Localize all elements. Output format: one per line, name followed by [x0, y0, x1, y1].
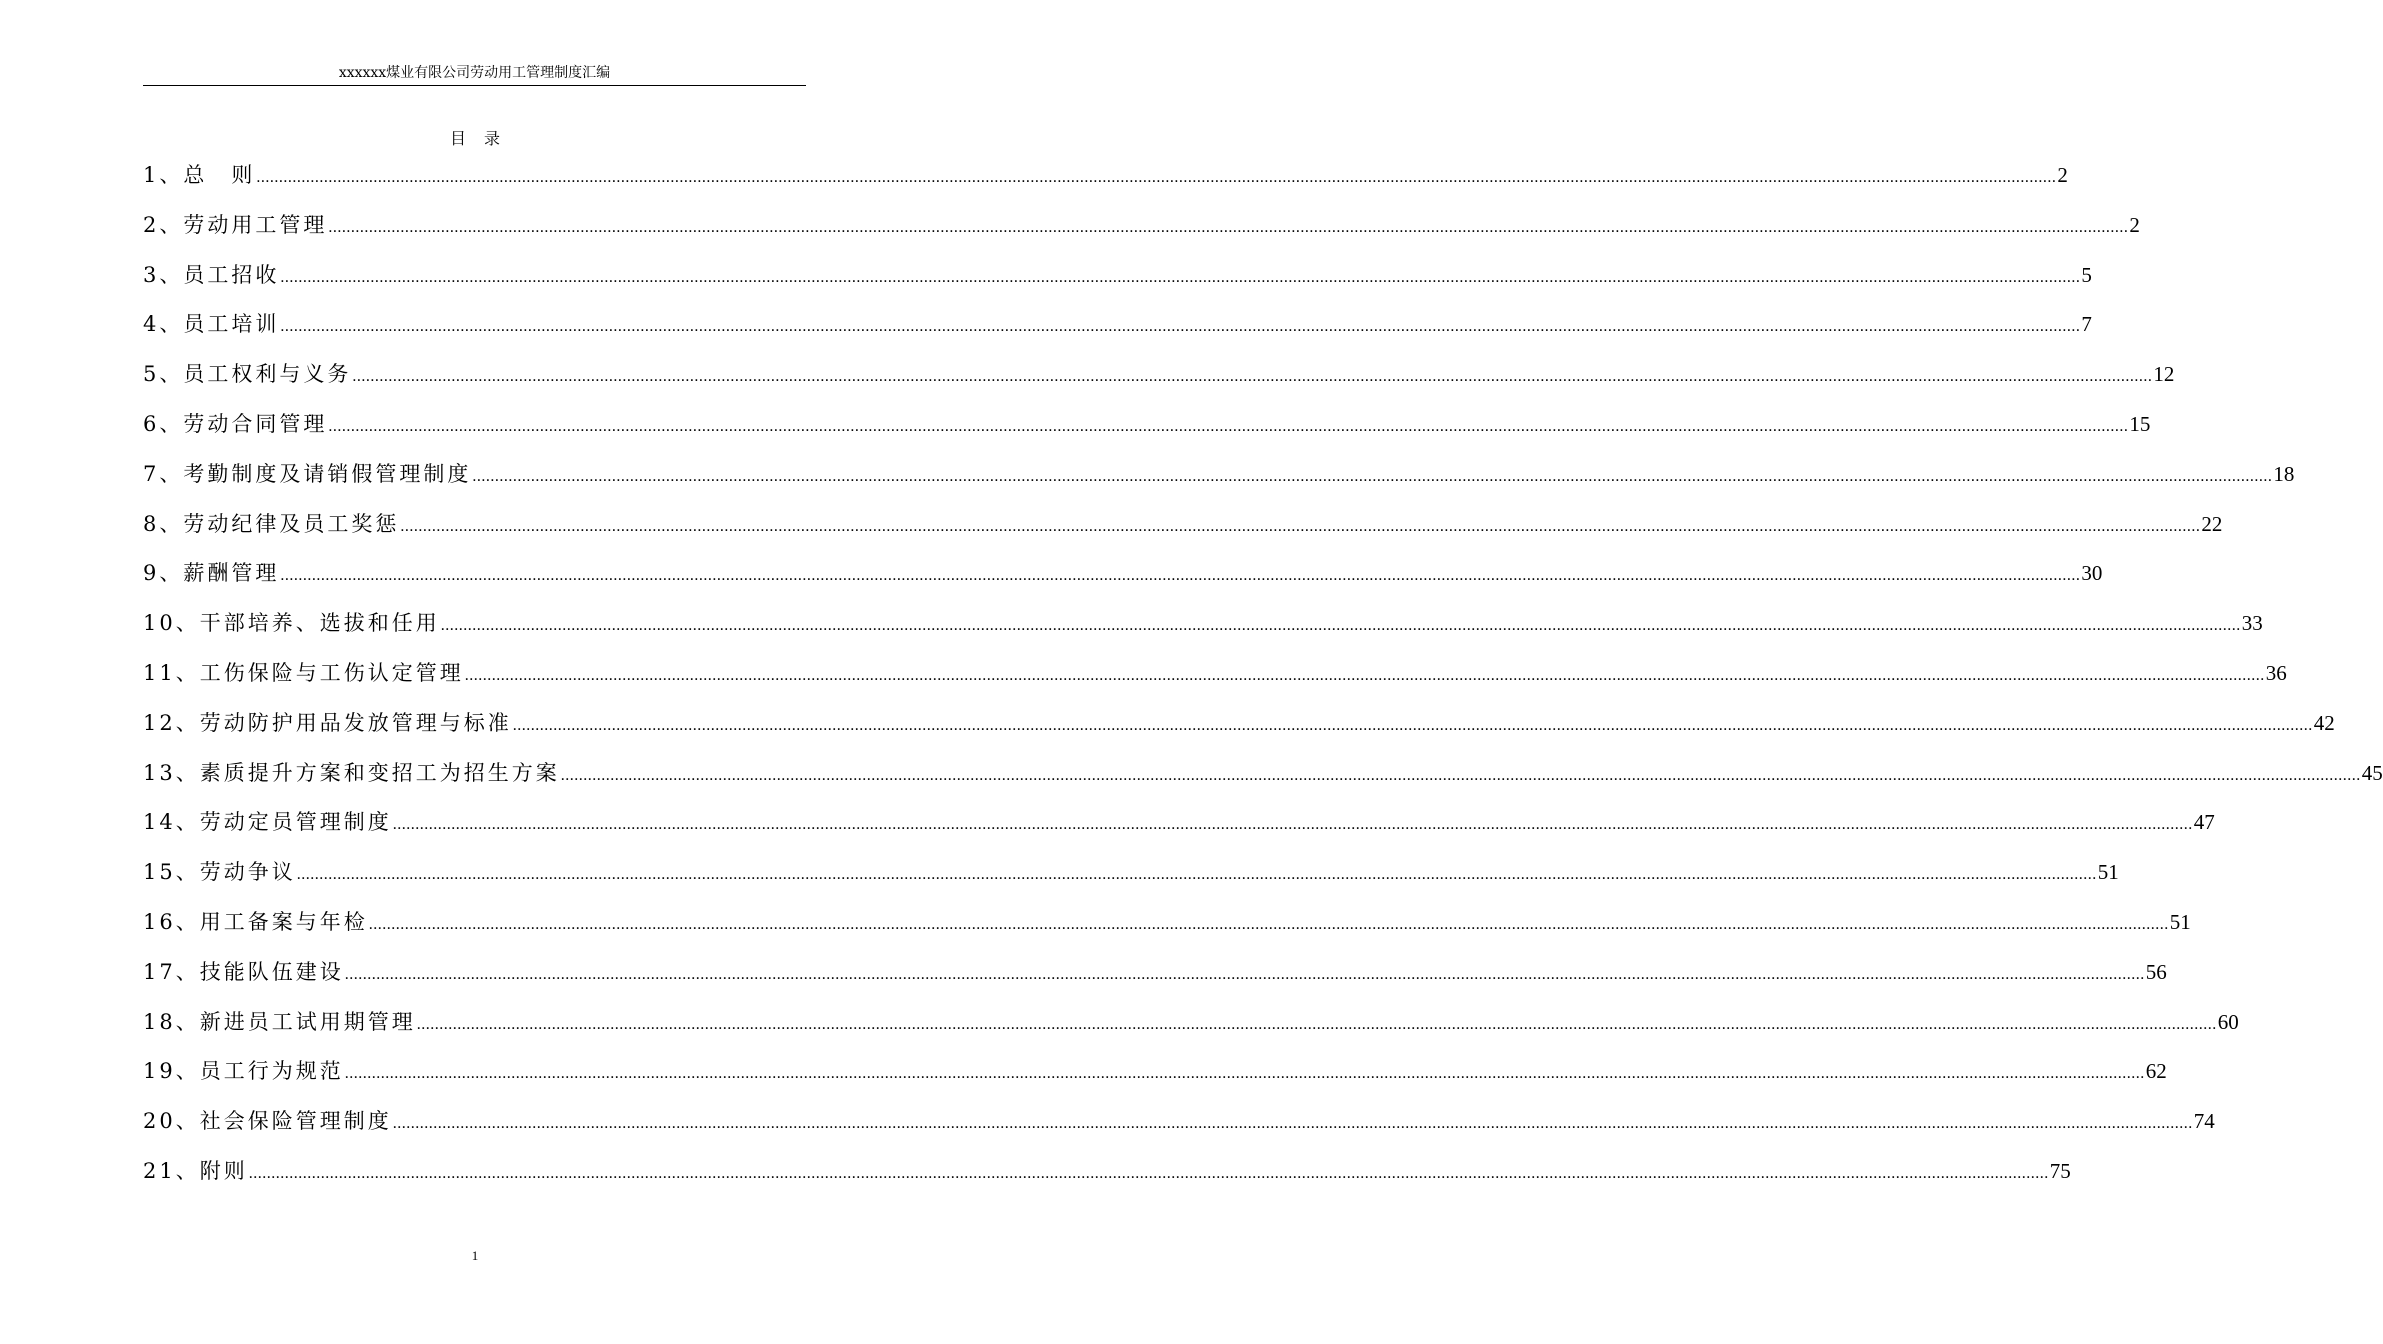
- toc-entry-label: 13、素质提升方案和变招工为招生方案: [143, 760, 560, 785]
- toc-entry[interactable]: [143, 359, 2175, 409]
- toc-title: 目录: [449, 129, 518, 148]
- toc-entry-label: 9、薪酬管理: [143, 561, 280, 586]
- toc-entry[interactable]: [143, 658, 2287, 708]
- toc-entry-page: 7: [2081, 312, 2092, 337]
- toc-entry-label: 12、劳动防护用品发放管理与标准: [143, 710, 512, 735]
- toc-entry-label: 17、技能队伍建设: [143, 959, 344, 984]
- toc-entry-page: 60: [2217, 1009, 2239, 1034]
- toc-entry[interactable]: [143, 608, 2263, 658]
- toc-entry-page: 51: [2097, 860, 2119, 885]
- toc-dot-leader: ................................................................................................................................................................................................................................................................................................................................................................................................................: [392, 1115, 2193, 1133]
- toc-entry[interactable]: [143, 807, 2215, 857]
- toc-entry[interactable]: [143, 1007, 2239, 1057]
- toc-dot-leader: ................................................................................................................................................................................................................................................................................................................................................................................................................: [344, 965, 2145, 983]
- toc-entry[interactable]: [143, 260, 2092, 310]
- toc-dot-leader: ................................................................................................................................................................................................................................................................................................................................................................................................................: [368, 915, 2169, 933]
- toc-entry-page: 2: [2057, 163, 2068, 187]
- toc-entry-page: 22: [2201, 511, 2223, 536]
- toc-dot-leader: ................................................................................................................................................................................................................................................................................................................................................................................................................: [440, 617, 2241, 635]
- toc-entry-page: 30: [2081, 561, 2103, 586]
- toc-entry[interactable]: [143, 309, 2092, 359]
- toc-dot-leader: ................................................................................................................................................................................................................................................................................................................................................................................................................: [392, 816, 2193, 834]
- toc-dot-leader: ................................................................................................................................................................................................................................................................................................................................................................................................................: [328, 218, 2129, 236]
- toc-entry-label: 15、劳动争议: [143, 860, 296, 885]
- toc-entry[interactable]: [143, 409, 2151, 459]
- toc-entry-page: 15: [2129, 411, 2151, 436]
- toc-entry[interactable]: [143, 957, 2167, 1007]
- toc-entry-label: 7、考勤制度及请销假管理制度: [143, 461, 472, 486]
- toc-entry-page: 74: [2193, 1109, 2215, 1134]
- toc-dot-leader: ................................................................................................................................................................................................................................................................................................................................................................................................................: [328, 417, 2129, 435]
- toc-dot-leader: ................................................................................................................................................................................................................................................................................................................................................................................................................: [352, 368, 2153, 386]
- toc-dot-leader: ................................................................................................................................................................................................................................................................................................................................................................................................................: [344, 1065, 2145, 1083]
- toc-entry-page: 47: [2193, 810, 2215, 835]
- toc-entry[interactable]: [143, 1156, 2071, 1206]
- toc-entry-page: 2: [2129, 212, 2140, 237]
- toc-entry[interactable]: [143, 708, 2335, 758]
- toc-dot-leader: ................................................................................................................................................................................................................................................................................................................................................................................................................: [416, 1015, 2217, 1033]
- toc-entry[interactable]: [143, 758, 2383, 808]
- toc-entry-page: 51: [2169, 909, 2191, 934]
- toc-entry-label: 19、员工行为规范: [143, 1059, 344, 1084]
- toc-entry-page: 18: [2273, 461, 2295, 486]
- toc-entry-page: 5: [2081, 262, 2092, 287]
- toc-entry[interactable]: [143, 210, 2140, 260]
- toc-dot-leader: ................................................................................................................................................................................................................................................................................................................................................................................................................: [400, 517, 2201, 535]
- toc-dot-leader: ................................................................................................................................................................................................................................................................................................................................................................................................................: [280, 268, 2081, 286]
- table-of-contents: [143, 160, 2383, 1206]
- toc-entry[interactable]: [143, 1056, 2167, 1106]
- toc-dot-leader: ................................................................................................................................................................................................................................................................................................................................................................................................................: [472, 467, 2273, 485]
- toc-entry-label: 3、员工招收: [143, 262, 280, 287]
- toc-entry-label: 20、社会保险管理制度: [143, 1109, 392, 1134]
- toc-entry-page: 12: [2153, 362, 2175, 387]
- toc-entry-page: 56: [2145, 959, 2167, 984]
- toc-entry-label: 1、总 则: [143, 163, 256, 187]
- toc-entry[interactable]: [143, 509, 2223, 559]
- toc-entry[interactable]: [143, 907, 2191, 957]
- toc-entry[interactable]: [143, 857, 2119, 907]
- toc-dot-leader: ................................................................................................................................................................................................................................................................................................................................................................................................................: [512, 716, 2313, 734]
- toc-dot-leader: ................................................................................................................................................................................................................................................................................................................................................................................................................: [560, 766, 2361, 784]
- toc-entry[interactable]: [143, 160, 2068, 210]
- toc-entry-page: 42: [2313, 710, 2335, 735]
- toc-entry-label: 11、工伤保险与工伤认定管理: [143, 660, 464, 685]
- toc-entry-label: 6、劳动合同管理: [143, 411, 328, 436]
- toc-dot-leader: ................................................................................................................................................................................................................................................................................................................................................................................................................: [280, 318, 2081, 336]
- toc-dot-leader: ................................................................................................................................................................................................................................................................................................................................................................................................................: [464, 666, 2265, 684]
- toc-entry-label: 14、劳动定员管理制度: [143, 810, 392, 835]
- toc-entry-label: 5、员工权利与义务: [143, 362, 352, 387]
- toc-dot-leader: ................................................................................................................................................................................................................................................................................................................................................................................................................: [248, 1164, 2049, 1182]
- toc-entry-label: 16、用工备案与年检: [143, 909, 368, 934]
- toc-entry-label: 4、员工培训: [143, 312, 280, 337]
- toc-dot-leader: ................................................................................................................................................................................................................................................................................................................................................................................................................: [296, 866, 2097, 884]
- toc-entry-page: 45: [2361, 760, 2383, 785]
- toc-entry-page: 33: [2241, 611, 2263, 636]
- toc-entry-label: 2、劳动用工管理: [143, 212, 328, 237]
- toc-entry-label: 18、新进员工试用期管理: [143, 1009, 416, 1034]
- toc-entry-label: 8、劳动纪律及员工奖惩: [143, 511, 400, 536]
- toc-entry[interactable]: [143, 459, 2295, 509]
- toc-entry[interactable]: [143, 558, 2103, 608]
- toc-entry-page: 75: [2049, 1158, 2071, 1183]
- toc-entry-page: 62: [2145, 1059, 2167, 1084]
- toc-entry-page: 36: [2265, 660, 2287, 685]
- toc-dot-leader: ................................................................................................................................................................................................................................................................................................................................................................................................................: [280, 567, 2081, 585]
- page-header: xxxxxx煤业有限公司劳动用工管理制度汇编: [338, 65, 611, 81]
- header-rule: [143, 85, 806, 86]
- toc-dot-leader: ................................................................................................................................................................................................................................................................................................................................................................................................................: [256, 169, 2057, 186]
- toc-entry-label: 10、干部培养、选拔和任用: [143, 611, 440, 636]
- page-number: 1: [471, 1248, 479, 1263]
- toc-entry[interactable]: [143, 1106, 2215, 1156]
- toc-entry-label: 21、附则: [143, 1158, 248, 1183]
